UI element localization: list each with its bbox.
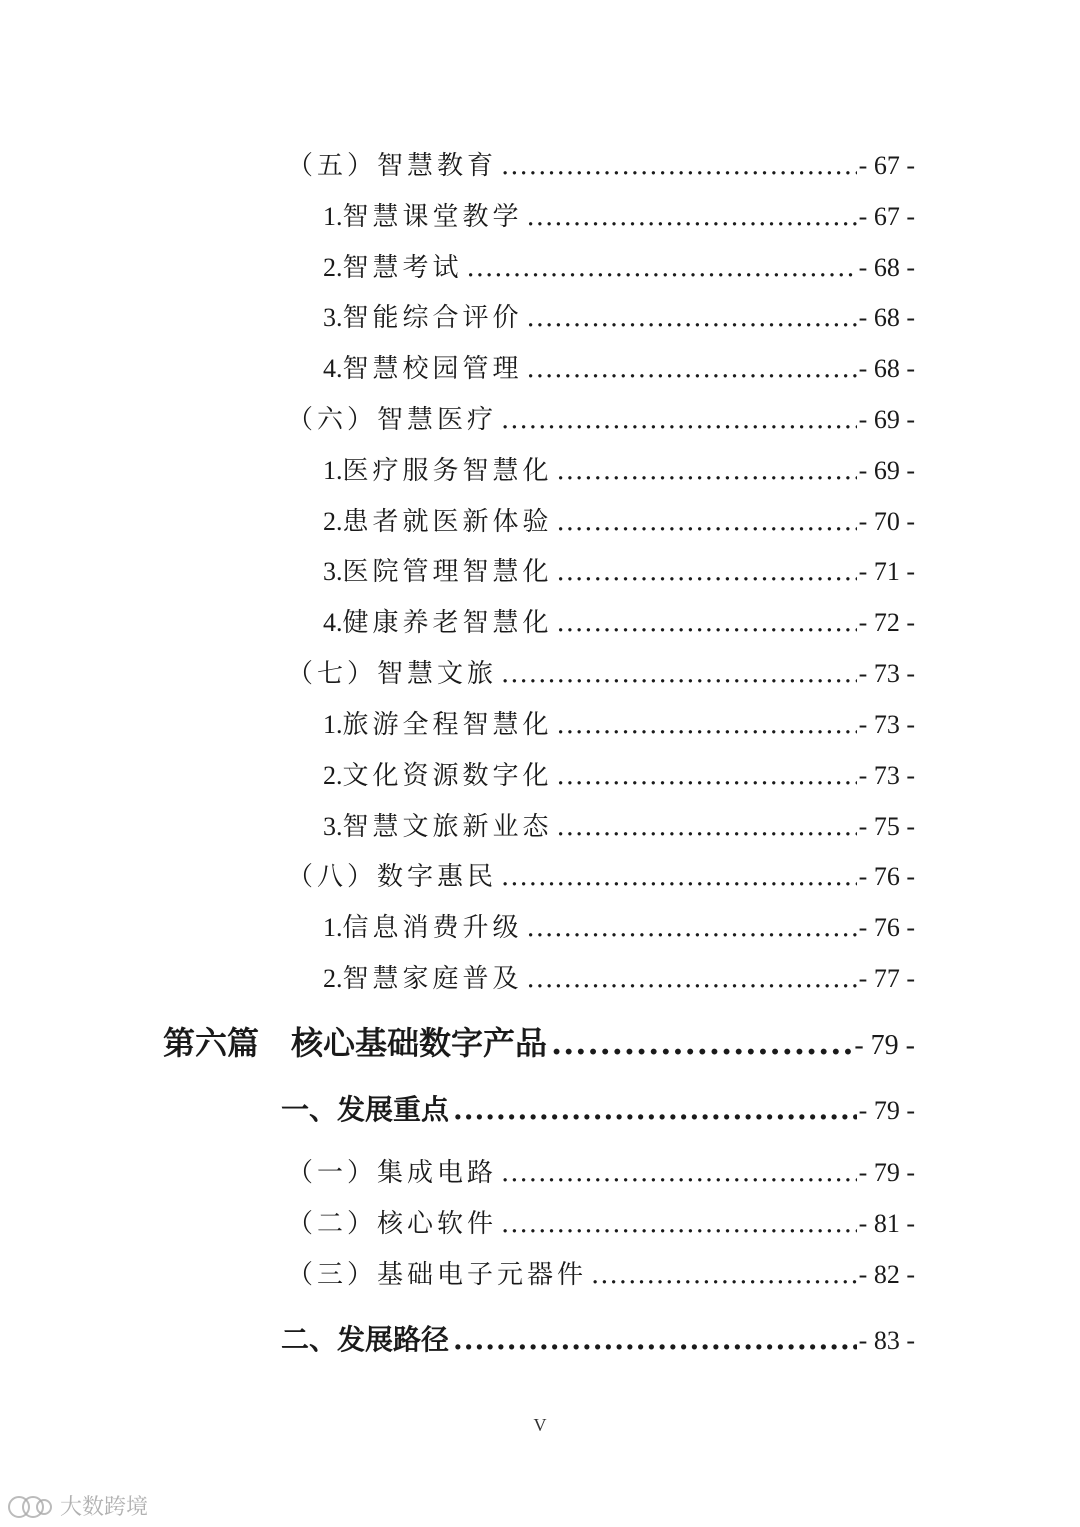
toc-entry-number: 4. bbox=[323, 354, 343, 383]
dot-leader bbox=[557, 456, 857, 486]
toc-entry[interactable] bbox=[323, 755, 915, 792]
toc-entry[interactable] bbox=[323, 806, 915, 843]
toc-entry-number: 3. bbox=[323, 557, 343, 586]
dot-leader bbox=[501, 1209, 857, 1239]
toc-entry-page: - 77 - bbox=[858, 964, 915, 993]
toc-entry-title bbox=[323, 958, 523, 995]
toc-entry-page: - 76 - bbox=[858, 862, 915, 891]
toc-entry-title bbox=[323, 907, 523, 944]
toc-entry-page: - 79 - bbox=[854, 1030, 915, 1061]
toc-entry[interactable] bbox=[287, 145, 915, 182]
toc-entry[interactable] bbox=[287, 856, 915, 893]
dot-leader bbox=[501, 151, 857, 181]
toc-entry-page: - 72 - bbox=[858, 608, 915, 637]
toc-entry-number: 3. bbox=[323, 812, 343, 841]
toc-entry-page: - 73 - bbox=[858, 659, 915, 688]
toc-entry-page: - 82 - bbox=[858, 1260, 915, 1289]
page-number-footer bbox=[0, 1415, 1080, 1436]
toc-entry-page: - 79 - bbox=[858, 1096, 915, 1125]
toc-entry-page: - 79 - bbox=[858, 1158, 915, 1187]
dot-leader bbox=[591, 1260, 857, 1290]
dot-leader bbox=[527, 964, 857, 994]
toc-entry-label: 旅游全程智慧化 bbox=[342, 710, 553, 740]
toc-entry-page: - 69 - bbox=[858, 405, 915, 434]
page-number: V bbox=[533, 1415, 547, 1435]
toc-entry-number: 2. bbox=[323, 761, 343, 790]
toc-entry-title bbox=[323, 755, 553, 792]
toc-entry-title bbox=[323, 704, 553, 741]
dot-leader bbox=[527, 303, 857, 333]
toc-entry-title bbox=[323, 247, 463, 284]
dot-leader bbox=[557, 761, 857, 791]
toc-entry-label: （八）数字惠民 bbox=[287, 862, 498, 892]
toc-entry-label: 信息消费升级 bbox=[342, 913, 523, 943]
toc-entry-page: - 67 - bbox=[858, 202, 915, 231]
toc-entry-page: - 67 - bbox=[858, 151, 915, 180]
toc-entry[interactable] bbox=[281, 1318, 915, 1358]
toc-entry-label: 智能综合评价 bbox=[342, 303, 523, 333]
toc-entry[interactable] bbox=[323, 958, 915, 995]
dot-leader bbox=[551, 1024, 852, 1062]
toc-entry-label: （七）智慧文旅 bbox=[287, 659, 498, 689]
toc-entry-page: - 83 - bbox=[858, 1326, 915, 1355]
toc-entry-page: - 73 - bbox=[858, 710, 915, 739]
toc-entry[interactable] bbox=[323, 551, 915, 588]
dot-leader bbox=[527, 354, 857, 384]
toc-entry-title bbox=[287, 1203, 497, 1240]
dot-leader bbox=[527, 913, 857, 943]
dot-leader bbox=[557, 507, 857, 537]
dot-leader bbox=[501, 862, 857, 892]
toc-entry-title bbox=[323, 806, 553, 843]
toc-entry[interactable] bbox=[323, 247, 915, 284]
toc-entry-label: 智慧文旅新业态 bbox=[342, 812, 553, 842]
toc-entry-label: （三）基础电子元器件 bbox=[287, 1260, 588, 1290]
toc-entry[interactable] bbox=[323, 704, 915, 741]
toc-entry[interactable] bbox=[323, 907, 915, 944]
toc-entry[interactable] bbox=[323, 348, 915, 385]
toc-entry-title bbox=[163, 1018, 547, 1064]
toc-entry-title bbox=[323, 501, 553, 538]
toc-entry-page: - 76 - bbox=[858, 913, 915, 942]
toc-entry-label: 医疗服务智慧化 bbox=[342, 456, 553, 486]
toc-entry-label: 一、发展重点 bbox=[281, 1093, 450, 1126]
toc-entry-label: 健康养老智慧化 bbox=[342, 608, 553, 638]
toc-entry-number: 1. bbox=[323, 202, 343, 231]
toc-entry-page: - 69 - bbox=[858, 456, 915, 485]
toc-entry-label: （二）核心软件 bbox=[287, 1209, 498, 1239]
dot-leader bbox=[557, 812, 857, 842]
toc-entry-page: - 75 - bbox=[858, 812, 915, 841]
toc-entry-title bbox=[323, 297, 523, 334]
toc-entry[interactable] bbox=[287, 653, 915, 690]
watermark-text: 大数跨境 bbox=[60, 1495, 149, 1520]
toc-entry-title bbox=[287, 653, 497, 690]
toc-entry-label: 文化资源数字化 bbox=[342, 761, 553, 791]
dot-leader bbox=[501, 405, 857, 435]
dot-leader bbox=[557, 608, 857, 638]
toc-entry-label: 医院管理智慧化 bbox=[342, 557, 553, 587]
toc-entry-page: - 68 - bbox=[858, 303, 915, 332]
toc-entry-page: - 81 - bbox=[858, 1209, 915, 1238]
toc-entry-label: 智慧校园管理 bbox=[342, 354, 523, 384]
toc-entry-title bbox=[287, 145, 497, 182]
toc-entry-title bbox=[323, 602, 553, 639]
toc-entry-title bbox=[281, 1088, 449, 1128]
dot-leader bbox=[453, 1093, 857, 1126]
toc-entry-label: 智慧家庭普及 bbox=[342, 964, 523, 994]
toc-entry[interactable] bbox=[323, 297, 915, 334]
toc-entry-label: （六）智慧医疗 bbox=[287, 405, 498, 435]
toc-entry-title bbox=[287, 856, 497, 893]
toc-entry-title bbox=[287, 399, 497, 436]
toc-entry-title bbox=[287, 1152, 497, 1189]
dot-leader bbox=[467, 253, 857, 283]
toc-entry-number: 1. bbox=[323, 710, 343, 739]
toc-entry-page: - 71 - bbox=[858, 557, 915, 586]
toc-entry[interactable] bbox=[281, 1088, 915, 1128]
toc-entry-label: （一）集成电路 bbox=[287, 1158, 498, 1188]
toc-entry-label: （五）智慧教育 bbox=[287, 151, 498, 181]
dot-leader bbox=[557, 710, 857, 740]
toc-entry-page: - 73 - bbox=[858, 761, 915, 790]
toc-entry-page: - 68 - bbox=[858, 253, 915, 282]
dot-leader bbox=[501, 1158, 857, 1188]
dot-leader bbox=[453, 1323, 857, 1356]
toc-entry-title bbox=[323, 551, 553, 588]
toc-entry-page: - 70 - bbox=[858, 507, 915, 536]
toc-entry-label: 智慧考试 bbox=[342, 253, 463, 283]
toc-entry[interactable] bbox=[287, 1254, 915, 1291]
toc-entry-label: 患者就医新体验 bbox=[342, 507, 553, 537]
toc-entry-number: 3. bbox=[323, 303, 343, 332]
dot-leader bbox=[501, 659, 857, 689]
toc-entry-page: - 68 - bbox=[858, 354, 915, 383]
watermark-logo-icon bbox=[8, 1494, 54, 1518]
toc-entry-title bbox=[323, 196, 523, 233]
toc-entry-number: 2. bbox=[323, 507, 343, 536]
toc-entry-title bbox=[281, 1318, 449, 1358]
toc-entry[interactable] bbox=[287, 1152, 915, 1189]
watermark bbox=[8, 1490, 148, 1521]
toc-entry[interactable] bbox=[323, 501, 915, 538]
toc-entry-label: 二、发展路径 bbox=[281, 1323, 450, 1356]
toc-entry[interactable] bbox=[287, 399, 915, 436]
toc-entry-number: 2. bbox=[323, 964, 343, 993]
toc-entry-title bbox=[323, 450, 553, 487]
toc-entry-label: 第六篇 核心基础数字产品 bbox=[163, 1024, 548, 1062]
toc-entry-number: 1. bbox=[323, 456, 343, 485]
toc-entry[interactable] bbox=[163, 1018, 915, 1064]
toc-entry[interactable] bbox=[323, 602, 915, 639]
dot-leader bbox=[557, 557, 857, 587]
toc-entry[interactable] bbox=[323, 196, 915, 233]
toc-entry-title bbox=[323, 348, 523, 385]
toc-entry-number: 2. bbox=[323, 253, 343, 282]
toc-entry-number: 4. bbox=[323, 608, 343, 637]
toc-entry[interactable] bbox=[287, 1203, 915, 1240]
toc-entry-label: 智慧课堂教学 bbox=[342, 202, 523, 232]
toc-entry-number: 1. bbox=[323, 913, 343, 942]
toc-entry-title bbox=[287, 1254, 587, 1291]
toc-entry[interactable] bbox=[323, 450, 915, 487]
dot-leader bbox=[527, 202, 857, 232]
